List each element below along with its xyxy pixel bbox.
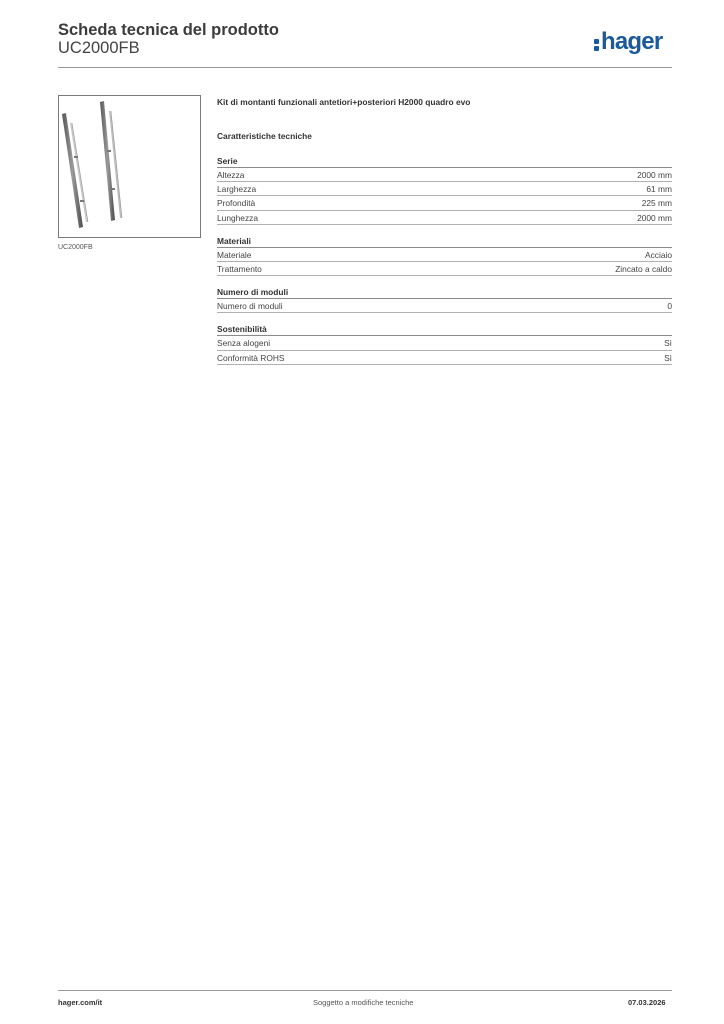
spec-value: Zincato a caldo [615, 263, 672, 274]
spec-label: Larghezza [217, 184, 257, 195]
spec-label: Altezza [217, 170, 245, 180]
spec-label: Conformità ROHS [217, 352, 285, 363]
spec-value: Sì [664, 338, 672, 349]
spec-row [217, 351, 672, 365]
product-description: Kit di montanti funzionali antetiori+posteriori H2000 quadro evo [217, 97, 471, 107]
spec-label: Trattamento [217, 263, 262, 274]
spec-group-moduli [217, 287, 672, 313]
header-divider [58, 67, 672, 68]
spec-value: Acciaio [645, 249, 672, 260]
spec-row [217, 248, 672, 262]
spec-row [217, 182, 672, 196]
specs-title: Caratteristiche tecniche [217, 131, 312, 141]
page-title: Scheda tecnica del prodotto [58, 21, 279, 39]
footer-website: hager.com/it [58, 998, 103, 1007]
spec-value: 0 [667, 301, 672, 312]
spec-label: Profondità [217, 198, 256, 209]
spec-row [217, 262, 672, 276]
spec-group-title: Numero di moduli [217, 287, 672, 299]
spec-row [217, 299, 672, 313]
spec-value: 61 mm [646, 184, 672, 195]
spec-group-serie [217, 156, 672, 225]
spec-row [217, 196, 672, 210]
spec-row [217, 336, 672, 350]
spec-group-title: Serie [217, 156, 672, 168]
spec-value: 2000 mm [637, 212, 672, 223]
logo-dots-icon [594, 37, 599, 50]
spec-group-title: Materiali [217, 236, 672, 248]
hager-logo [594, 28, 662, 56]
spec-value: 225 mm [641, 198, 672, 209]
spec-label: Senza alogeni [217, 338, 271, 349]
spec-group-title: Sostenibilità [217, 324, 672, 336]
spec-label: Numero di moduli [217, 301, 283, 312]
spec-group-materiali [217, 236, 672, 276]
spec-row [217, 211, 672, 225]
spec-value: 2000 mm [637, 170, 672, 180]
footer-divider [58, 990, 672, 991]
spec-group-sostenibilita [217, 324, 672, 364]
image-caption: UC2000FB [58, 244, 93, 251]
product-image [58, 95, 201, 238]
product-photo-uprights-icon [59, 96, 200, 237]
spec-label: Materiale [217, 249, 252, 260]
logo-text: hager [601, 28, 663, 55]
product-code: UC2000FB [58, 39, 140, 57]
spec-value: Sì [664, 352, 672, 363]
spec-row [217, 168, 672, 182]
spec-label: Lunghezza [217, 212, 258, 223]
footer-note: Soggetto a modifiche tecniche [313, 998, 414, 1007]
footer-date: 07.03.2026 [628, 998, 666, 1007]
spec-content [217, 96, 672, 365]
